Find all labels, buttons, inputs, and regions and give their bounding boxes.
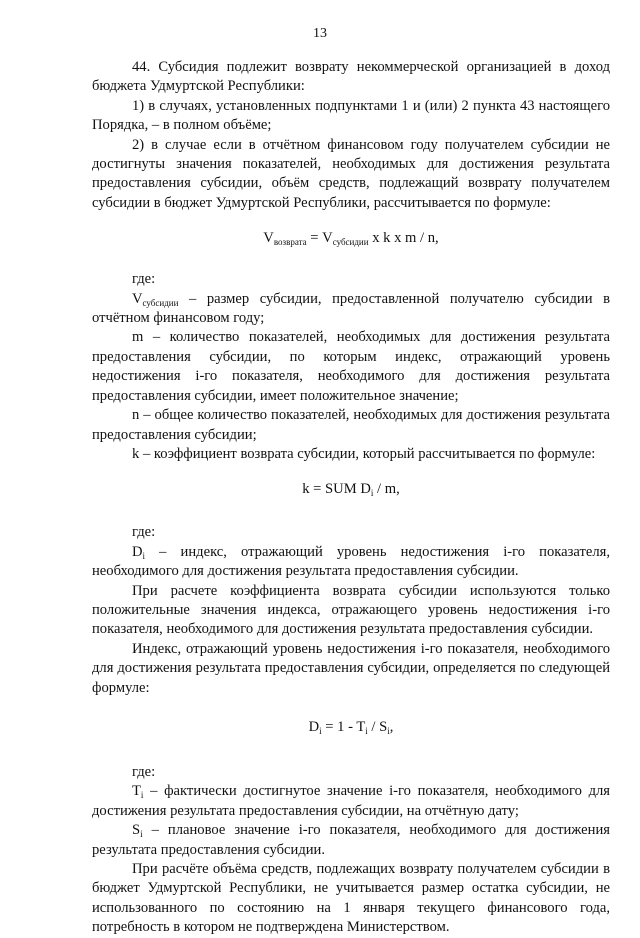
item-1: 1) в случаях, установленных подпунктами 1 и (или) 2 пункта 43 настоящего Порядка, – в полном объёме; <box>92 97 610 134</box>
paragraph-calculation: При расчете коэффициента возврата субсидии используются только положительные значения индекса, отражающего уровень недостижения i-го показателя, необходимого для достижения результата предоставления субсидии. <box>92 582 610 638</box>
where-label-3: где: <box>132 763 156 780</box>
definition-d: $D_i$ – индекс, отражающий уровень недостижения i-го показателя, необходимого для достижения результата предоставления субсидии. <box>92 543 610 580</box>
paragraph-44: 44. Субсидия подлежит возврату некоммерческой организацией в доход бюджета Удмуртской Республики: <box>92 59 610 95</box>
item-2: 2) в случае если в отчётном финансовом году получателем субсидии не достигнуты значения показателей, необходимых для достижения результата предоставления субсидии, объём средств, подлежащий возврату получателем субсидии в бюджет Удмуртской Республики, рассчитывается по формуле: <box>92 136 610 211</box>
definition-k: k – коэффициент возврата субсидии, который рассчитывается по формуле: <box>132 445 596 462</box>
formula-k: k = SUM $D_i$ / m, <box>302 481 400 499</box>
document-body <box>92 58 610 938</box>
definition-m: m – количество показателей, необходимых для достижения результата предоставления субсидии, по которым индекс, отражающий уровень недостижения i-го показателя, необходимого для достижения результата предоставления субсидии, имеет положительное значение; <box>92 329 610 404</box>
definition-s: $S_i$ – плановое значение i-го показателя, необходимого для достижения результата предоставления субсидии. <box>92 822 610 858</box>
paragraph-final: При расчёте объёма средств, подлежащих возврату получателем субсидии в бюджет Удмуртской Республики, не учитывается размер остатка субсидии, не использованного по состоянию на 1 января текущего финансового года, потребность в котором не подтверждена Министерством. <box>92 861 610 936</box>
where-label-2: где: <box>132 524 156 541</box>
definition-n: n – общее количество показателей, необходимых для достижения результата предоставления субсидии; <box>92 407 610 443</box>
where-label-1: где: <box>132 271 156 288</box>
formula-return-volume: $V_{возврата} = V_{субсидии}$ x k x m / n, <box>263 230 439 248</box>
page-number: 13 <box>313 26 327 41</box>
definition-v: $V_{субсидии}$ – размер субсидии, предоставленной получателю субсидии в отчётном финансовом году; <box>92 290 610 327</box>
definition-t: $T_i$ – фактически достигнутое значение i-го показателя, необходимого для достижения результата предоставления субсидии, на отчётную дату; <box>92 783 610 819</box>
formula-d: $D_i = 1 - T_i / S_i$, <box>308 718 394 736</box>
paragraph-index: Индекс, отражающий уровень недостижения i-го показателя, необходимого для достижения результата предоставления субсидии, определяется по следующей формуле: <box>92 640 610 696</box>
